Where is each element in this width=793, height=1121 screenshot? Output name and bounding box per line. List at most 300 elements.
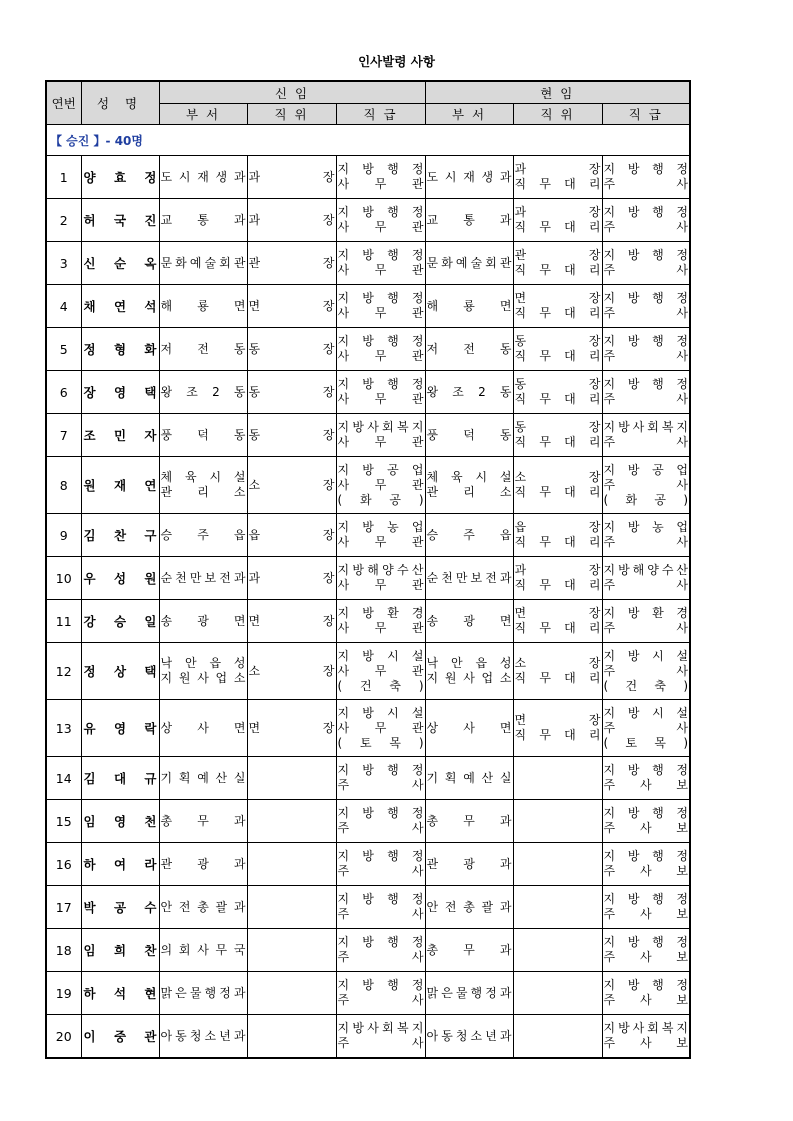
- current-grade-lines: [603, 162, 690, 192]
- current-grade-line: 지 방 행 정: [603, 334, 688, 348]
- new-position: [247, 514, 336, 557]
- person-name-text: 정 형 화: [83, 341, 157, 357]
- current-dept-line: 송 광 면: [426, 613, 512, 628]
- current-position-lines: [514, 420, 602, 450]
- new-grade-lines: [337, 520, 425, 550]
- current-grade-line: 주 사 보: [603, 778, 689, 792]
- header-current-group: 현 임: [425, 81, 690, 104]
- table-row: [46, 972, 690, 1015]
- person-name-text: 장 영 택: [83, 384, 157, 400]
- row-number: 7: [46, 414, 81, 457]
- current-grade: [602, 643, 690, 700]
- new-grade-line: 사 무 관: [337, 263, 424, 277]
- new-grade: [336, 600, 425, 643]
- current-dept: [425, 414, 513, 457]
- new-grade: [336, 972, 425, 1015]
- new-grade: [336, 800, 425, 843]
- current-position-line: 동 장: [514, 420, 601, 434]
- new-grade-line: 지 방 행 정: [337, 849, 424, 863]
- current-grade-line: ( 토 목 ): [603, 735, 689, 750]
- person-name: [81, 757, 159, 800]
- new-position: [247, 843, 336, 886]
- current-dept-lines: [426, 571, 513, 586]
- row-number: 10: [46, 557, 81, 600]
- new-dept-line: 관 리 소: [160, 485, 246, 499]
- current-grade-line: 지 방 행 정: [603, 248, 688, 262]
- current-dept-line: 관 리 소: [426, 485, 512, 499]
- current-position-line: 직 무 대 리: [514, 578, 601, 592]
- current-grade-lines: [603, 763, 690, 793]
- new-grade-line: 사 무 관: [337, 392, 424, 406]
- person-name: [81, 371, 159, 414]
- new-dept-lines: [160, 857, 247, 872]
- new-grade: [336, 757, 425, 800]
- current-position: [513, 557, 602, 600]
- current-grade-line: 주 사: [603, 535, 689, 549]
- table-row: [46, 285, 690, 328]
- current-position-line: 직 무 대 리: [514, 392, 601, 406]
- new-grade-line: 사 무 관: [337, 578, 424, 592]
- row-number: 16: [46, 843, 81, 886]
- new-position: [247, 757, 336, 800]
- new-grade: [336, 414, 425, 457]
- new-position-line: 동 장: [248, 427, 335, 442]
- current-grade-line: 지 방 행 정: [603, 935, 688, 949]
- current-grade-line: 주 사 보: [603, 993, 689, 1007]
- current-dept-lines: [426, 342, 513, 357]
- table-row: [46, 371, 690, 414]
- current-dept-line: 지 원 사 업 소: [426, 671, 512, 685]
- current-dept: [425, 156, 513, 199]
- current-dept-line: 저 전 동: [426, 341, 512, 356]
- current-grade-line: 지 방 행 정: [603, 291, 688, 305]
- row-number: 1: [46, 156, 81, 199]
- current-position-lines: [514, 377, 602, 407]
- new-position: [247, 285, 336, 328]
- new-dept-line: 상 사 면: [160, 720, 246, 735]
- new-grade-line: 주 사: [337, 950, 424, 964]
- current-grade-line: 주 사: [603, 477, 689, 492]
- current-dept-line: 아 동 청 소 년 과: [426, 1028, 512, 1043]
- current-position: [513, 371, 602, 414]
- current-position-line: 직 무 대 리: [514, 728, 601, 742]
- current-position-lines: [514, 520, 602, 550]
- current-dept-line: 맑 은 물 행 정 과: [426, 985, 512, 1000]
- current-dept: [425, 700, 513, 757]
- new-dept-lines: [160, 470, 247, 500]
- new-dept: [159, 886, 247, 929]
- table-row: [46, 557, 690, 600]
- current-grade-lines: [603, 291, 690, 321]
- new-grade-lines: [337, 849, 425, 879]
- new-dept-line: 교 통 과: [160, 212, 246, 227]
- new-dept: [159, 242, 247, 285]
- current-dept-line: 기 획 예 산 실: [426, 770, 512, 785]
- row-number: 20: [46, 1015, 81, 1059]
- new-position: [247, 800, 336, 843]
- person-name: [81, 600, 159, 643]
- current-position-lines: [514, 205, 602, 235]
- new-dept-line: 풍 덕 동: [160, 427, 246, 442]
- new-dept: [159, 929, 247, 972]
- current-dept: [425, 371, 513, 414]
- new-dept-lines: [160, 814, 247, 829]
- current-dept-lines: [426, 943, 513, 958]
- current-dept-lines: [426, 614, 513, 629]
- new-dept-line: 순 천 만 보 전 과: [160, 570, 246, 585]
- current-grade-lines: [603, 334, 690, 364]
- new-position: [247, 700, 336, 757]
- current-position: [513, 328, 602, 371]
- new-dept-lines: [160, 256, 247, 271]
- new-grade-line: 사 무 관: [337, 720, 424, 735]
- new-position-line: 과 장: [248, 212, 335, 227]
- current-dept: [425, 972, 513, 1015]
- current-position: [513, 457, 602, 514]
- new-grade-line: 지 방 사 회 복 지: [337, 1021, 424, 1035]
- new-position: [247, 929, 336, 972]
- current-position-lines: [514, 248, 602, 278]
- new-dept-line: 송 광 면: [160, 613, 246, 628]
- new-grade-line: 주 사: [337, 864, 424, 878]
- new-grade-line: 지 방 행 정: [337, 248, 424, 262]
- new-dept: [159, 514, 247, 557]
- current-grade: [602, 371, 690, 414]
- new-dept: [159, 757, 247, 800]
- current-dept-line: 교 통 과: [426, 212, 512, 227]
- current-position-lines: [514, 563, 602, 593]
- row-number: 19: [46, 972, 81, 1015]
- person-name-text: 유 영 락: [83, 720, 157, 736]
- new-grade-lines: [337, 763, 425, 793]
- new-dept: [159, 700, 247, 757]
- person-name: [81, 929, 159, 972]
- person-name: [81, 800, 159, 843]
- person-name: [81, 643, 159, 700]
- new-grade-line: 지 방 사 회 복 지: [337, 420, 424, 434]
- new-position-lines: [248, 721, 336, 736]
- new-dept-line: 관 광 과: [160, 856, 246, 871]
- current-grade-line: 지 방 행 정: [603, 377, 688, 391]
- person-name: [81, 514, 159, 557]
- current-dept-lines: [426, 299, 513, 314]
- current-dept-lines: [426, 900, 513, 915]
- new-position-lines: [248, 571, 336, 586]
- new-dept-line: 맑 은 물 행 정 과: [160, 985, 246, 1000]
- section-row: [46, 125, 690, 156]
- person-name: [81, 414, 159, 457]
- new-grade: [336, 843, 425, 886]
- current-grade-lines: [603, 849, 690, 879]
- table-row: [46, 800, 690, 843]
- current-position: [513, 972, 602, 1015]
- new-grade-line: 지 방 행 정: [337, 377, 424, 391]
- header-index: 연번: [46, 81, 81, 125]
- current-grade: [602, 929, 690, 972]
- row-number: 14: [46, 757, 81, 800]
- new-grade-lines: [337, 205, 425, 235]
- new-grade-line: 지 방 행 정: [337, 806, 424, 820]
- new-grade: [336, 285, 425, 328]
- current-position: [513, 199, 602, 242]
- current-position: [513, 414, 602, 457]
- personnel-table: [45, 80, 691, 1059]
- table-row: [46, 929, 690, 972]
- current-grade-line: 주 사 보: [603, 864, 689, 878]
- current-dept-lines: [426, 170, 513, 185]
- header-new-grade: 직 급: [336, 104, 425, 125]
- row-number: 13: [46, 700, 81, 757]
- new-dept: [159, 557, 247, 600]
- new-grade: [336, 514, 425, 557]
- current-position: [513, 1015, 602, 1059]
- table-row: [46, 414, 690, 457]
- new-position-line: 동 장: [248, 384, 335, 399]
- row-number: 3: [46, 242, 81, 285]
- header-name: 성 명: [81, 81, 159, 125]
- current-position: [513, 600, 602, 643]
- person-name-text: 하 여 라: [83, 856, 157, 872]
- current-position-line: 면 장: [514, 606, 601, 620]
- current-dept-line: 체 육 시 설: [426, 470, 512, 484]
- new-grade-lines: [337, 563, 425, 593]
- current-grade-lines: [603, 377, 690, 407]
- new-dept-line: 낙 안 읍 성: [160, 656, 246, 670]
- new-position-lines: [248, 299, 336, 314]
- new-dept-lines: [160, 1029, 247, 1044]
- person-name: [81, 285, 159, 328]
- table-row: [46, 199, 690, 242]
- current-position: [513, 242, 602, 285]
- new-dept-lines: [160, 528, 247, 543]
- new-dept-line: 체 육 시 설: [160, 470, 246, 484]
- current-grade: [602, 800, 690, 843]
- current-dept: [425, 557, 513, 600]
- person-name-text: 조 민 자: [83, 427, 157, 443]
- current-position-line: 직 무 대 리: [514, 621, 601, 635]
- new-grade: [336, 1015, 425, 1059]
- new-position-line: 과 장: [248, 570, 335, 585]
- new-grade-line: 지 방 행 정: [337, 334, 424, 348]
- current-position-line: 소 장: [514, 656, 601, 670]
- current-grade-line: 주 사: [603, 349, 689, 363]
- current-position: [513, 643, 602, 700]
- person-name-text: 임 영 천: [83, 813, 157, 829]
- new-grade-line: 지 방 공 업: [337, 462, 424, 477]
- current-position-line: 직 무 대 리: [514, 263, 601, 277]
- new-dept-lines: [160, 385, 247, 400]
- new-dept-lines: [160, 571, 247, 586]
- current-dept: [425, 800, 513, 843]
- current-grade: [602, 199, 690, 242]
- current-grade: [602, 972, 690, 1015]
- row-number: 9: [46, 514, 81, 557]
- new-grade-line: 지 방 환 경: [337, 606, 424, 620]
- new-grade-line: 지 방 행 정: [337, 162, 424, 176]
- new-position: [247, 242, 336, 285]
- current-dept: [425, 843, 513, 886]
- current-grade-lines: [603, 606, 690, 636]
- current-grade: [602, 1015, 690, 1059]
- header-current-grade: 직 급: [602, 104, 690, 125]
- current-grade-line: 주 사: [603, 177, 689, 191]
- new-dept-line: 도 시 재 생 과: [160, 169, 246, 184]
- table-row: [46, 700, 690, 757]
- row-number: 15: [46, 800, 81, 843]
- current-grade-lines: [603, 463, 690, 508]
- current-dept-line: 풍 덕 동: [426, 427, 512, 442]
- new-position: [247, 600, 336, 643]
- new-dept-lines: [160, 721, 247, 736]
- person-name: [81, 199, 159, 242]
- new-grade-line: 지 방 해 양 수 산: [337, 563, 424, 577]
- new-position-line: 관 장: [248, 255, 335, 270]
- new-dept-line: 아 동 청 소 년 과: [160, 1028, 246, 1043]
- current-dept-lines: [426, 1029, 513, 1044]
- table-row: [46, 886, 690, 929]
- current-position: [513, 886, 602, 929]
- new-grade-line: 지 방 행 정: [337, 935, 424, 949]
- current-dept-line: 총 무 과: [426, 813, 512, 828]
- new-position-lines: [248, 385, 336, 400]
- new-grade-line: 주 사: [337, 821, 424, 835]
- current-position-line: 직 무 대 리: [514, 306, 601, 320]
- new-grade-line: ( 화 공 ): [337, 492, 424, 507]
- current-position-lines: [514, 656, 602, 686]
- new-grade-lines: [337, 420, 425, 450]
- new-grade-line: 주 사: [337, 778, 424, 792]
- table-row: [46, 457, 690, 514]
- current-dept-lines: [426, 986, 513, 1001]
- new-grade-line: 사 무 관: [337, 535, 424, 549]
- current-grade-line: 주 사: [603, 578, 689, 592]
- new-dept-lines: [160, 213, 247, 228]
- current-position-line: 관 장: [514, 248, 601, 262]
- current-grade-lines: [603, 935, 690, 965]
- current-position-lines: [514, 470, 602, 500]
- current-grade: [602, 700, 690, 757]
- current-position-lines: [514, 162, 602, 192]
- new-dept-lines: [160, 986, 247, 1001]
- new-dept-line: 안 전 총 괄 과: [160, 899, 246, 914]
- table-header: [46, 81, 690, 125]
- row-number: 2: [46, 199, 81, 242]
- section-label: 【 승진 】- 40명: [46, 125, 690, 156]
- current-dept-lines: [426, 656, 513, 686]
- new-grade: [336, 643, 425, 700]
- new-position: [247, 156, 336, 199]
- new-dept-line: 승 주 읍: [160, 527, 246, 542]
- current-dept-lines: [426, 470, 513, 500]
- current-position-line: 면 장: [514, 291, 601, 305]
- current-dept: [425, 643, 513, 700]
- table-row: [46, 328, 690, 371]
- current-grade-line: 지 방 환 경: [603, 606, 688, 620]
- new-position: [247, 972, 336, 1015]
- new-grade: [336, 371, 425, 414]
- new-dept-line: 저 전 동: [160, 341, 246, 356]
- new-position-lines: [248, 256, 336, 271]
- new-grade-lines: [337, 935, 425, 965]
- new-dept: [159, 972, 247, 1015]
- current-grade-line: ( 화 공 ): [603, 492, 689, 507]
- current-position: [513, 156, 602, 199]
- new-dept-lines: [160, 900, 247, 915]
- current-position-line: 읍 장: [514, 520, 601, 534]
- current-grade-line: 지 방 해 양 수 산: [603, 563, 688, 577]
- new-position: [247, 643, 336, 700]
- table-row: [46, 514, 690, 557]
- new-dept-line: 기 획 예 산 실: [160, 770, 246, 785]
- new-grade-lines: [337, 1021, 425, 1051]
- current-dept: [425, 886, 513, 929]
- person-name-text: 양 효 정: [83, 169, 157, 185]
- current-grade-line: 주 사: [603, 435, 689, 449]
- current-dept-lines: [426, 771, 513, 786]
- current-grade-line: ( 건 축 ): [603, 678, 689, 693]
- current-grade-line: 지 방 행 정: [603, 162, 688, 176]
- current-dept: [425, 242, 513, 285]
- new-grade-line: 사 무 관: [337, 306, 424, 320]
- row-number: 12: [46, 643, 81, 700]
- current-dept-lines: [426, 814, 513, 829]
- new-position-line: 소 장: [248, 663, 335, 678]
- new-position-line: 과 장: [248, 169, 335, 184]
- current-dept: [425, 600, 513, 643]
- current-position: [513, 757, 602, 800]
- current-grade-lines: [603, 706, 690, 751]
- new-position-line: 면 장: [248, 298, 335, 313]
- new-position-line: 소 장: [248, 477, 335, 492]
- person-name: [81, 328, 159, 371]
- new-grade-line: 사 무 관: [337, 663, 424, 678]
- current-dept-line: 낙 안 읍 성: [426, 656, 512, 670]
- current-position-line: 동 장: [514, 377, 601, 391]
- person-name: [81, 557, 159, 600]
- current-grade: [602, 414, 690, 457]
- new-grade-line: ( 토 목 ): [337, 735, 424, 750]
- new-position-lines: [248, 342, 336, 357]
- new-grade-line: 사 무 관: [337, 220, 424, 234]
- row-number: 11: [46, 600, 81, 643]
- current-position-line: 과 장: [514, 205, 601, 219]
- header-new-dept: 부 서: [159, 104, 247, 125]
- current-dept-line: 순 천 만 보 전 과: [426, 570, 512, 585]
- current-grade: [602, 843, 690, 886]
- current-grade-line: 지 방 시 설: [603, 648, 688, 663]
- new-position: [247, 457, 336, 514]
- new-grade-line: 지 방 행 정: [337, 892, 424, 906]
- current-grade-lines: [603, 563, 690, 593]
- person-name-text: 신 순 옥: [83, 255, 157, 271]
- person-name: [81, 972, 159, 1015]
- person-name-text: 강 승 일: [83, 613, 157, 629]
- new-grade: [336, 328, 425, 371]
- new-grade-line: 사 무 관: [337, 177, 424, 191]
- current-position: [513, 800, 602, 843]
- table-body: [46, 125, 690, 1059]
- current-dept: [425, 757, 513, 800]
- row-number: 5: [46, 328, 81, 371]
- row-number: 8: [46, 457, 81, 514]
- table-row: [46, 600, 690, 643]
- new-grade: [336, 457, 425, 514]
- new-grade-lines: [337, 162, 425, 192]
- current-dept-line: 안 전 총 괄 과: [426, 899, 512, 914]
- new-dept: [159, 457, 247, 514]
- current-position-lines: [514, 713, 602, 743]
- person-name-text: 하 석 현: [83, 985, 157, 1001]
